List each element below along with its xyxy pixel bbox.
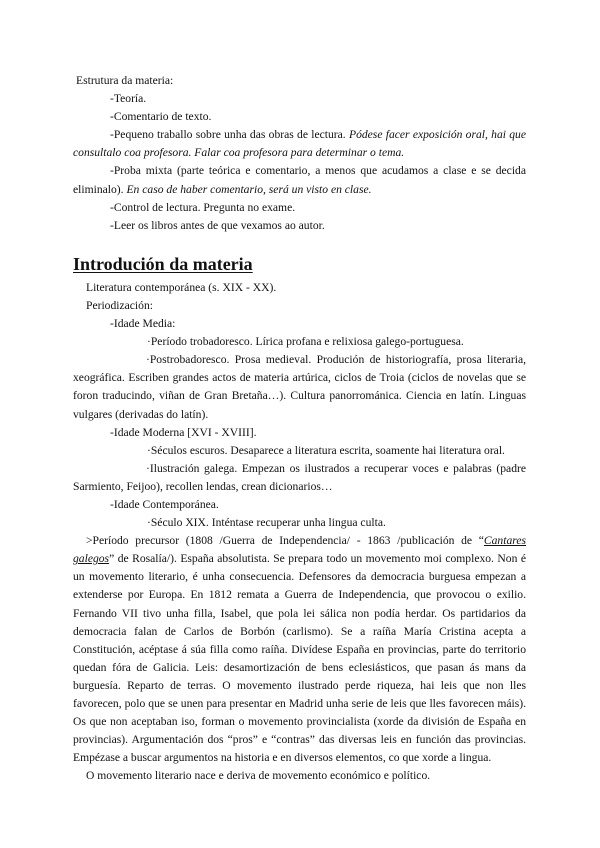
dark-centuries-line: ·Séculos escuros. Desaparece a literatura escrita, soamente hai literatura oral. — [147, 443, 505, 457]
structure-item-work-text: -Pequeno traballo sobre unha das obras de lectura. — [110, 128, 346, 142]
structure-item-theory: -Teoría. — [110, 92, 147, 106]
nineteenth-century-line: ·Século XIX. Inténtase recuperar unha lingua culta. — [147, 516, 386, 530]
precursor-lead: >Período precursor (1808 /Guerra de Independencia/ - 1863 /publicación de “ — [86, 534, 484, 548]
structure-title: Estrutura da materia: — [76, 74, 174, 87]
modern-age-line: -Idade Moderna [XVI - XVIII]. — [110, 425, 257, 439]
structure-item-exam — [73, 162, 526, 198]
literary-movement-line: O movemento literario nace e deriva de movemento económico e político. — [86, 769, 431, 783]
middle-ages-line: -Idade Media: — [110, 317, 176, 331]
structure-item-reading-control: -Control de lectura. Pregunta no exame. — [110, 200, 296, 214]
structure-item-read-books: -Leer os libros antes de que vexamos ao autor. — [110, 218, 325, 232]
precursor-paragraph — [73, 532, 526, 767]
contemporary-age-line: -Idade Contemporánea. — [110, 497, 219, 511]
literature-line: Literatura contemporánea (s. XIX - XX). — [86, 280, 277, 294]
structure-item-commentary: -Comentario de texto. — [110, 110, 212, 124]
enlightenment-paragraph: ·Ilustración galega. Empezan os ilustrados a recuperar voces e palabras (padre Sarmiento, Feijoo), recollen lendas, crean dicionarios… — [73, 461, 526, 493]
precursor-body: ” de Rosalía/). España absolutista. Se prepara todo un movemento moi complexo. Non é un movemento literario, é unha consecuencia. Defensores da democracia burguesa empezan a extenderse por Europa. En 1812 remata a Guerra de Independencia, que provocou o exilio. Fernando VII tivo unha filla, Isabel, que pola lei sálica non podía herdar. Os partidarios da democracia falan de Carlos de Borbón (carlismo). Se a raíña María Cristina acepta a Constitución, acéptase á súa filla como raíña. Divídese España en provincias, parte do territorio quedan fóra de Galicia. Leis: desamortización de bens eclesiásticos, que pasan ás mans da burguesía. Reparto de terras. O movemento ilustrado perde riqueza, hai leis que non lles favorecen, polo que se unen para presentar en Madrid unha serie de leis que lles favorecen máis). Os que non aceptaban iso, forman o movemento provincialista (xorde da división de España en provincias). Argumentación dos “pros” e “contras” das diversas leis en función das provincias. Empézase a buscar argumentos na historia e en diversos elementos, co que xorde a lingua. — [73, 552, 526, 765]
periodization-line: Periodización: — [86, 298, 153, 312]
troubadour-line: ·Período trobadoresco. Lírica profana e relixiosa galego-portuguesa. — [147, 335, 464, 349]
section-heading: Introdución da materia — [73, 253, 253, 274]
post-troubadour-paragraph: ·Postrobadoresco. Prosa medieval. Produción de historiografía, prosa literaria, xeográfica. Escriben grandes actos de materia artúrica, ciclos de Troia (ciclos de novelas que se foron traducindo, viñan de Gran Bretaña…). Cultura panorrománica. Ciencia en latín. Linguas vulgares (derivadas do latín). — [73, 353, 526, 421]
cantares-galegos-title: Cantares galegos — [73, 534, 526, 566]
structure-item-exam-text: -Proba mixta (parte teórica e comentario, a menos que acudamos a clase e se decida eliminalo). — [73, 164, 526, 196]
structure-item-exam-note: En caso de haber comentario, será un visto en clase. — [126, 182, 372, 196]
structure-item-work — [73, 126, 526, 162]
structure-item-work-note: Pódese facer exposición oral, hai que consultalo coa profesora. Falar coa profesora para determinar o tema. — [73, 128, 526, 160]
